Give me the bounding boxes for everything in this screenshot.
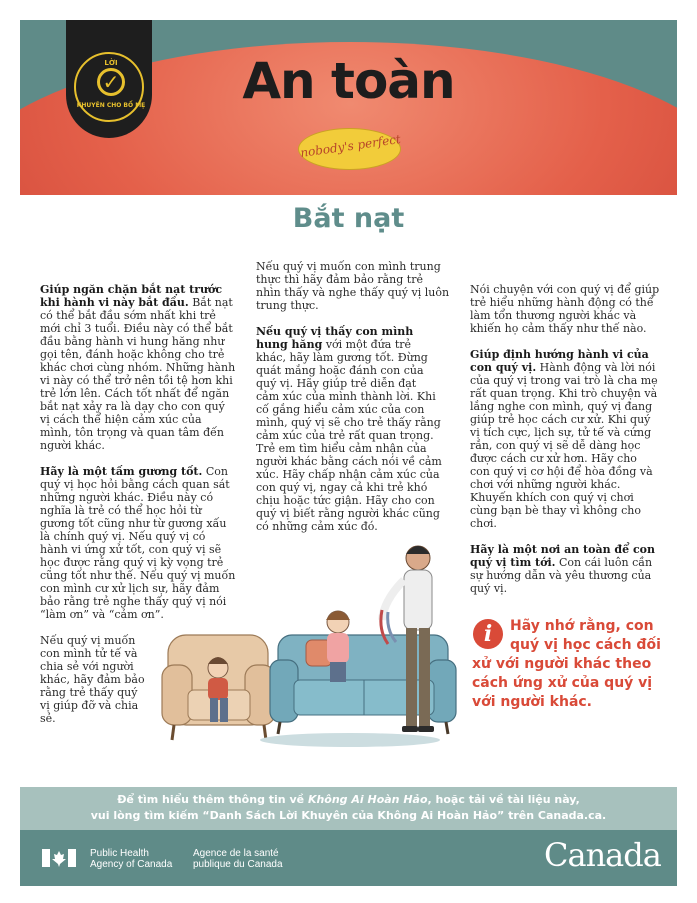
canada-flag-icon — [42, 849, 76, 867]
agency-name-english — [90, 848, 172, 870]
program-name: Không Ai Hoàn Hảo — [307, 793, 428, 806]
paragraph-body: Con cái luôn cần sự hướng dẫn và yêu thương của quý vị. — [470, 556, 653, 595]
paragraph — [256, 325, 442, 533]
paragraph: Nói chuyện với con quý vị để giúp trẻ hiểu những hành động có thể làm tổn thương người khác và khiến họ cảm thấy như thế nào. — [470, 283, 660, 335]
paragraph — [40, 283, 236, 452]
tips-badge — [66, 20, 152, 138]
footer-text: Để tìm hiểu thêm thông tin về — [117, 793, 308, 806]
nobodys-perfect-logo — [298, 128, 401, 170]
info-icon: i — [473, 619, 503, 649]
footer-line-2: vui lòng tìm kiếm “Danh Sách Lời Khuyên của Không Ai Hoàn Hảo” trên Canada.ca. — [90, 809, 607, 822]
canada-wordmark: Canada — [544, 836, 661, 874]
family-illustration — [160, 540, 490, 750]
paragraph-lead: Giúp ngăn chặn bắt nạt trước khi hành vi này bắt đầu. — [40, 283, 223, 309]
footer-text: , hoặc tải về tài liệu này, — [427, 793, 580, 806]
paragraph: Nếu quý vị muốn con mình trung thực thì hãy đảm bảo rằng trẻ nhìn thấy và nghe thấy quý vị luôn trung thực. — [256, 260, 450, 312]
paragraph-lead: Nếu quý vị thấy con mình hung hăng — [256, 325, 414, 351]
rug — [260, 733, 440, 747]
text-column-3 — [470, 283, 660, 608]
section-heading: Bắt nạt — [292, 203, 405, 234]
text-column-2 — [256, 260, 450, 546]
badge-top-text: LỜI — [104, 59, 118, 67]
callout-text — [472, 617, 670, 712]
agency-line: Agence de la santé — [193, 848, 279, 859]
badge-bottom-text: KHUYÊN CHO BỐ MẸ — [76, 102, 146, 109]
footer-info — [20, 787, 677, 830]
badge-circle — [74, 52, 144, 122]
callout-line: với người khác. — [472, 694, 593, 710]
paragraph-body: Con quý vị học hỏi bằng cách quan sát những người khác. Điều này có nghĩa là trẻ có thể học hỏi từ gương tốt cũng như từ gương xấu là chính quý vị. Nếu quý vị có hành vi ứng xử tốt, con quý vị sẽ học được rằng quý vị kỳ vọng trẻ cũng tốt như thế. Nếu quý vị muốn con mình cư xử lịch sự, hãy đảm bảo rằng trẻ nghe thấy quý vị nói “làm ơn” và “cảm ơn”. — [40, 465, 236, 621]
agency-line: Public Health — [90, 848, 149, 859]
callout-line: Hãy nhớ rằng, con — [510, 618, 654, 634]
agency-line: publique du Canada — [193, 859, 283, 870]
agency-name-french — [193, 848, 283, 870]
callout-line: xử với người khác theo — [472, 656, 652, 672]
agency-line: Agency of Canada — [90, 859, 173, 870]
paragraph-body: Bắt nạt có thể bắt đầu sớm nhất khi trẻ mới chỉ 3 tuổi. Điều này có thể bắt đầu bằng hành vi hung hăng như gọi tên, đánh hoặc không cho trẻ khác chơi cùng nhóm. Những hành vi này có thể trở nên tồi tệ hơn khi trẻ lớn lên. Cách tốt nhất để ngăn bắt nạt xảy ra là dạy cho con quý vị cách thể hiện cảm xúc của mình, tôn trọng và quan tâm đến người khác. — [40, 296, 236, 452]
page-title: An toàn — [242, 52, 455, 110]
callout-line: quý vị học cách đối — [510, 637, 661, 653]
footer-line-1 — [20, 792, 677, 808]
paragraph-lead: Hãy là một nơi an toàn để con quý vị tìm tới. — [470, 543, 655, 569]
logo-text: nobody's perfect — [299, 132, 402, 160]
callout-line: cách ứng xử của quý vị — [472, 675, 653, 691]
paragraph — [470, 348, 660, 530]
paragraph-body: Hành động và lời nói của quý vị trong vai trò là cha mẹ rất quan trọng. Khi trò chuyện và lắng nghe con mình, quý vị đang giúp trẻ học cách cư xử. Khi quý vị tích cực, lịch sự, tử tế và cứng rắn, con quý vị sẽ dễ dàng học được cách cư xử hơn. Hãy cho con quý vị cơ hội để hòa đồng và chơi với những người khác. Khuyến khích con quý vị chơi cùng bạn bè thay vì không cho chơi. — [470, 361, 658, 530]
paragraph: Nếu quý vị muốn con mình tử tế và chia sẻ với người khác, hãy đảm bảo rằng trẻ thấy quý vị giúp đỡ và chia sẻ. — [40, 634, 145, 725]
paragraph-body: với một đứa trẻ khác, hãy làm gương tốt. Đừng quát mắng hoặc đánh con của quý vị. Hãy giúp trẻ diễn đạt cảm xúc của mình thành lời. Khi cố gắng hiểu cảm xúc của con mình, quý vị sẽ cho trẻ thấy rằng cảm xúc của trẻ rất quan trọng. Trẻ em tìm hiểu cảm nhận của người khác bằng cách nói về cảm xúc. Hãy chấp nhận cảm xúc của con quý vị, ngay cả khi trẻ khó chịu hoặc tức giận. Hãy cho con quý vị biết rằng người khác cũng có những cảm xúc đó. — [256, 338, 442, 533]
child-in-armchair — [208, 657, 228, 722]
paragraph-lead: Hãy là một tấm gương tốt. — [40, 465, 203, 478]
paragraph-lead: Giúp định hướng hành vi của con quý vị. — [470, 348, 649, 374]
paragraph — [470, 543, 660, 595]
government-footer — [20, 830, 677, 886]
checkmark-icon: ✓ — [97, 68, 125, 96]
